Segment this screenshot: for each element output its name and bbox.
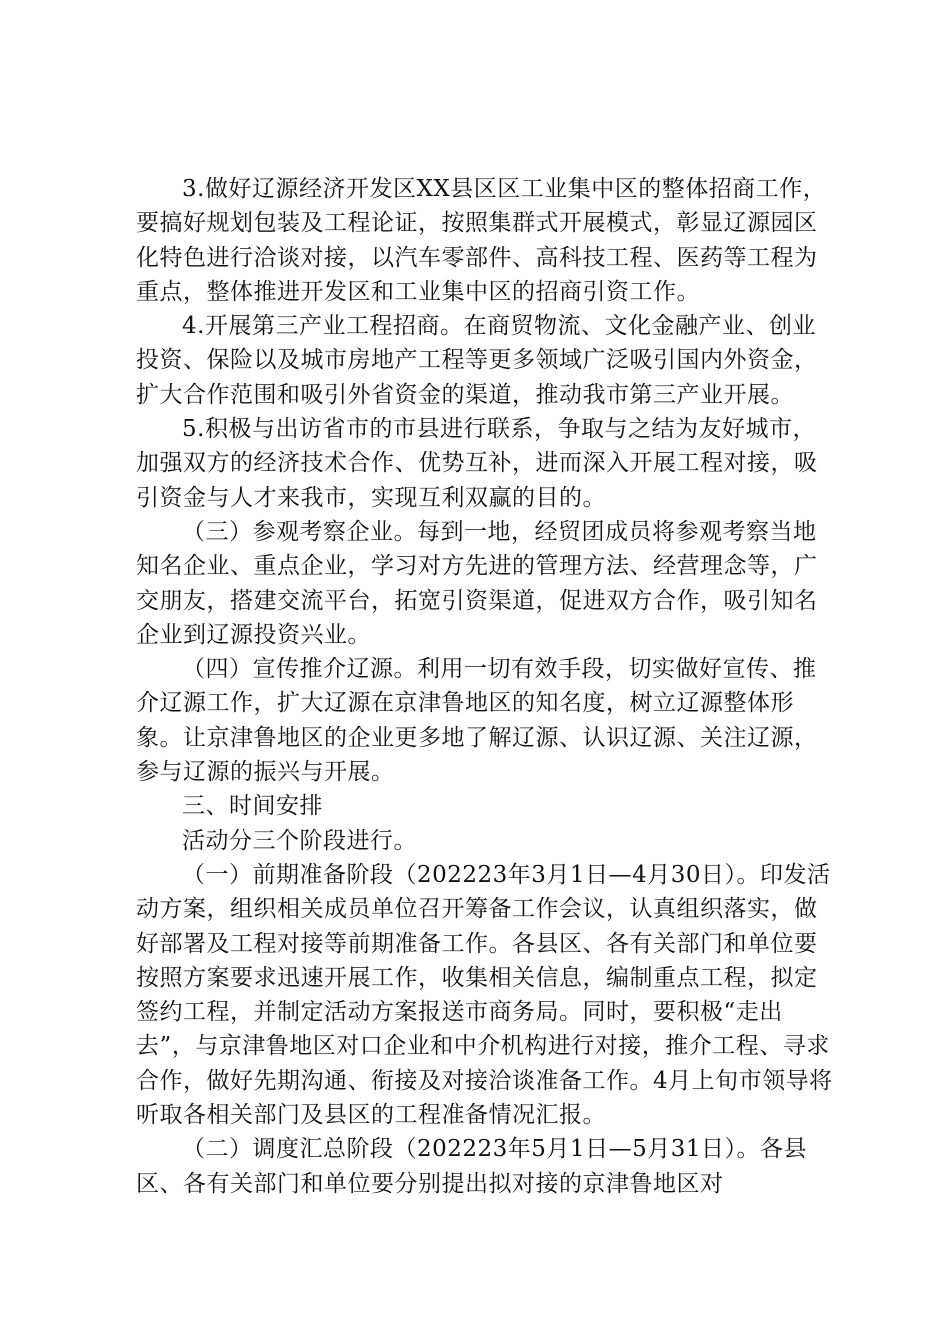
paragraph-item-4: 4.开展第三产业工程招商。在商贸物流、文化金融产业、创业投资、保险以及城市房地产工程等更多领域广泛吸引国内外资金，扩大合作范围和吸引外省资金的渠道，推动我市第三产业开展。 <box>136 313 818 408</box>
paragraph-item-3: 3.做好辽源经济开发区XX县区区工业集中区的整体招商工作，要搞好规划包装及工程论证，按照集群式开展模式，彰显辽源园区化特色进行洽谈对接，以汽车零部件、高科技工程、医药等工程为重点，整体推进开发区和工业集中区的招商引资工作。 <box>136 176 827 305</box>
paragraph-stage-preparation: （一）前期准备阶段（202223年3月1日—4月30日）。印发活动方案，组织相关成员单位召开筹备工作会议，认真组织落实，做好部署及工程对接等前期准备工作。各县区、各有关部门和单位要按照方案要求迅速开展工作，收集相关信息，编制重点工程，拟定签约工程，并制定活动方案报送市商务局。同时，要积极“走出去”，与京津鲁地区对口企业和中介机构进行对接，推介工程、寻求合作，做好先期沟通、衔接及对接洽谈准备工作。4月上旬市领导将听取各相关部门及县区的工程准备情况汇报。 <box>136 861 833 1129</box>
document-page <box>136 172 836 1201</box>
section-heading-schedule: 三、时间安排 <box>182 793 323 820</box>
paragraph-stage-summary: （二）调度汇总阶段（202223年5月1日—5月31日）。各县区、各有关部门和单位要分别提出拟对接的京津鲁地区对 <box>136 1136 807 1197</box>
paragraph-stages-intro: 活动分三个阶段进行。 <box>182 827 417 854</box>
paragraph-visit-enterprises: （三）参观考察企业。每到一地，经贸团成员将参观考察当地知名企业、重点企业，学习对方先进的管理方法、经营理念等，广交朋友，搭建交流平台，拓宽引资渠道，促进双方合作，吸引知名企业到辽源投资兴业。 <box>136 518 818 648</box>
paragraph-item-5: 5.积极与出访省市的市县进行联系，争取与之结为友好城市，加强双方的经济技术合作、优势互补，进而深入开展工程对接，吸引资金与人才来我市，实现互利双赢的目的。 <box>136 416 818 511</box>
paragraph-promote-liaoyuan: （四）宣传推介辽源。利用一切有效手段，切实做好宣传、推介辽源工作，扩大辽源在京津鲁地区的知名度，树立辽源整体形象。让京津鲁地区的企业更多地了解辽源、认识辽源、关注辽源，参与辽源的振兴与开展。 <box>136 656 818 786</box>
